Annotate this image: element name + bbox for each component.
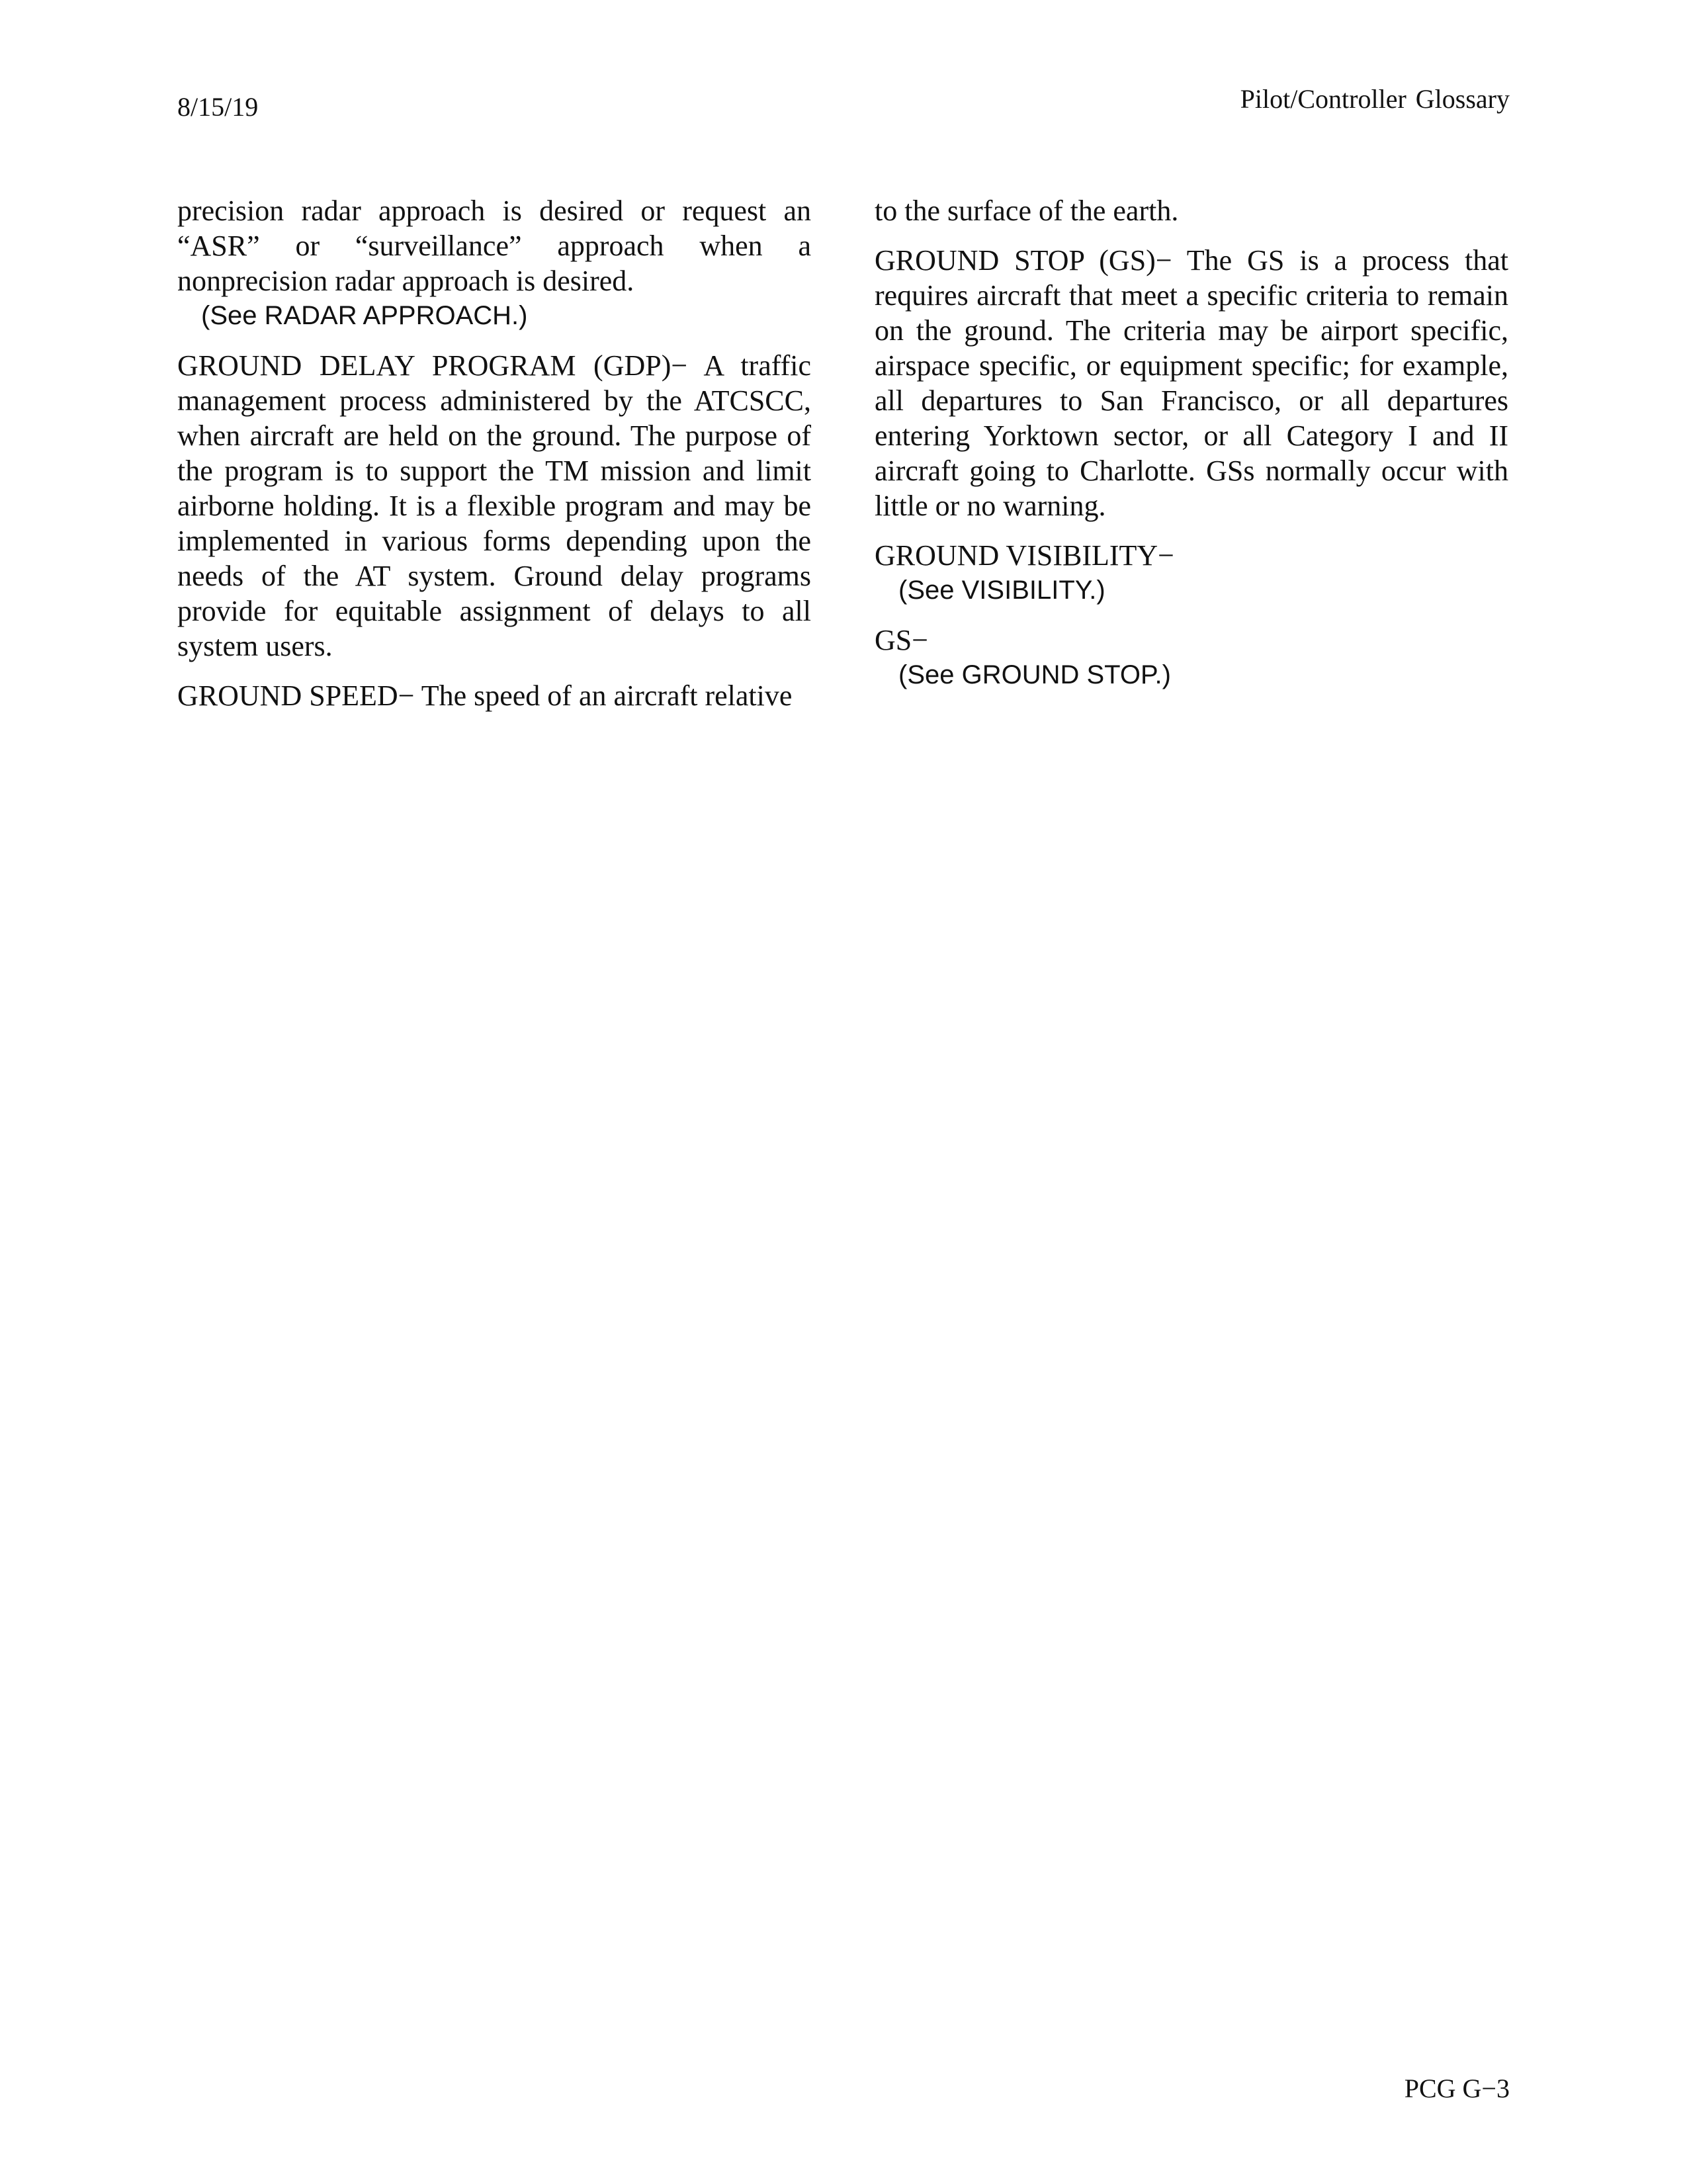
header-title: Pilot/Controller Glossary — [1240, 84, 1510, 114]
see-reference: (See GROUND STOP.) — [898, 660, 1171, 689]
entry-text: precision radar approach is desired or request an “ASR” or “surveillance” approach when a nonprecision radar approach is desired. — [177, 195, 811, 297]
right-column — [875, 193, 1508, 707]
entry-text: GROUND STOP (GS)− The GS is a process that requires aircraft that meet a specific criteria to remain on the ground. The criteria may be airport specific, airspace specific, or equipment specific; for example, all departures to San Francisco, or all departures entering Yorktown sector, or all Category I and II aircraft going to Charlotte. GSs normally occur with little or no warning. — [875, 244, 1508, 522]
page-number: PCG G−3 — [1404, 2074, 1510, 2103]
glossary-entry — [177, 678, 811, 713]
entry-text: GROUND VISIBILITY− — [875, 539, 1174, 572]
entry-text: GS− — [875, 624, 929, 656]
glossary-entry — [875, 538, 1508, 608]
glossary-entry — [177, 193, 811, 333]
entry-text: GROUND DELAY PROGRAM (GDP)− A traffic management process administered by the ATCSCC, when aircraft are held on the ground. The purpose of the program is to support the TM mission and limit airborne holding. It is a flexible program and may be implemented in various forms depending upon the needs of the AT system. Ground delay programs provide for equitable assignment of delays to all system users. — [177, 349, 811, 662]
left-column — [177, 193, 811, 728]
see-reference: (See RADAR APPROACH.) — [201, 301, 528, 330]
glossary-entry — [875, 243, 1508, 523]
entry-text: to the surface of the earth. — [875, 195, 1179, 227]
glossary-entry — [177, 348, 811, 664]
glossary-entry — [875, 193, 1508, 228]
glossary-entry — [875, 623, 1508, 693]
header-date: 8/15/19 — [177, 92, 259, 122]
entry-text: GROUND SPEED− The speed of an aircraft relative — [177, 679, 793, 712]
see-reference: (See VISIBILITY.) — [898, 576, 1105, 605]
